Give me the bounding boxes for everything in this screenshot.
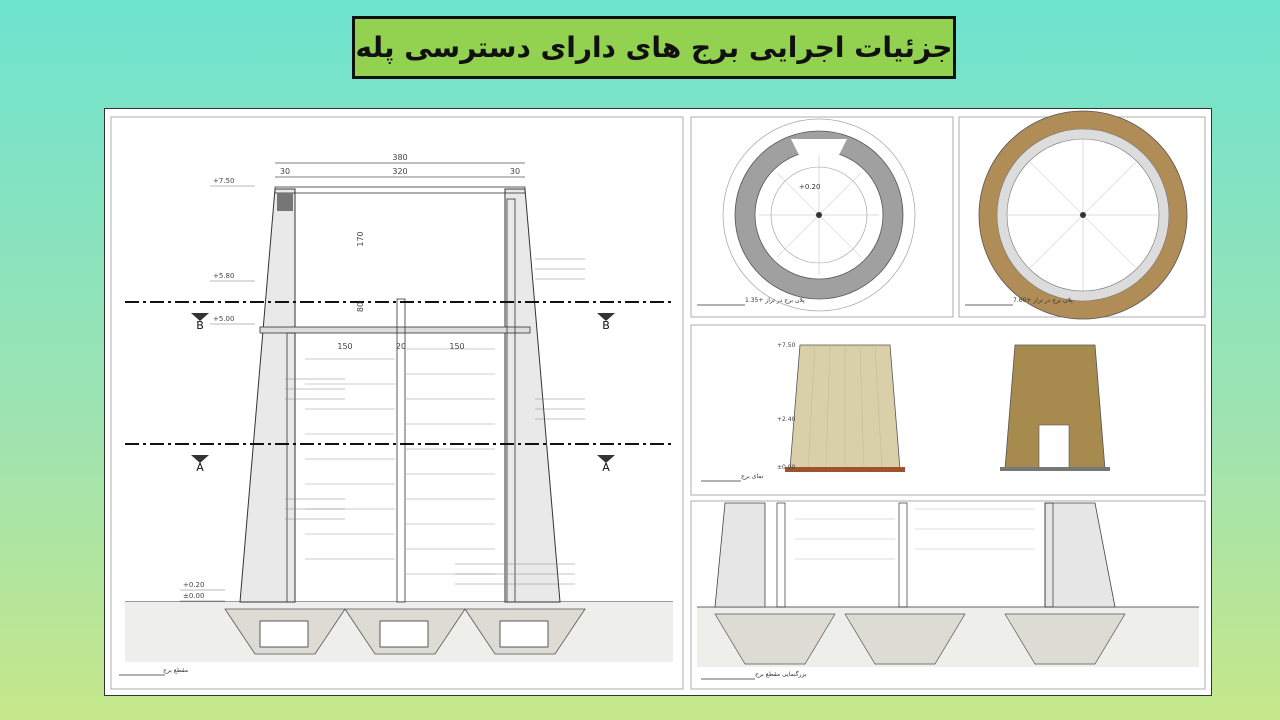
slide-title-box [352, 16, 956, 79]
level-5-80: +5.80 [213, 272, 235, 280]
dim-gap: 80 [356, 301, 365, 313]
elevations [701, 342, 1110, 481]
dim-height: 170 [356, 231, 365, 247]
elev-level-top: +7.50 [777, 342, 796, 349]
drawing-canvas [105, 109, 1211, 695]
dim-right: 30 [509, 167, 521, 176]
dim-w2: 20 [395, 342, 407, 351]
dim-w1: 150 [337, 342, 353, 351]
detail-label: بزرگنمایی مقطع برج [755, 671, 807, 678]
cut-mark-b-right: B [602, 319, 610, 332]
plan-lower-label: پلان برج در تراز +1.35 [745, 297, 805, 304]
dim-center: 320 [392, 167, 408, 176]
slide-title: جزئیات اجرایی برج های دارای دسترسی پله [355, 31, 953, 64]
cut-mark-a-right: A [602, 461, 610, 474]
level-0-20: +0.20 [183, 581, 205, 589]
plan-upper-label: پلان برج در تراز +7.60 [1013, 297, 1073, 304]
elev-level-mid: +2.40 [777, 416, 796, 423]
cut-mark-a-left: A [196, 461, 204, 474]
dim-total: 380 [392, 153, 408, 162]
elev-level-ground: ±0.00 [777, 464, 796, 471]
detail-view [697, 503, 1199, 679]
cut-mark-b-left: B [196, 319, 204, 332]
section-view [119, 153, 673, 675]
level-7-50: +7.50 [213, 177, 235, 185]
dim-left: 30 [279, 167, 291, 176]
plan-lower [697, 119, 915, 311]
dim-w3: 150 [449, 342, 465, 351]
drawing-sheet [104, 108, 1212, 696]
level-5-00: +5.00 [213, 315, 235, 323]
level-0-00: ±0.00 [183, 592, 205, 600]
section-label: مقطع برج [163, 667, 189, 674]
elevation-label: نمای برج [741, 473, 764, 480]
elevation-frame [691, 325, 1205, 495]
plan-lower-level: +0.20 [799, 183, 821, 191]
plan-upper [965, 111, 1187, 319]
